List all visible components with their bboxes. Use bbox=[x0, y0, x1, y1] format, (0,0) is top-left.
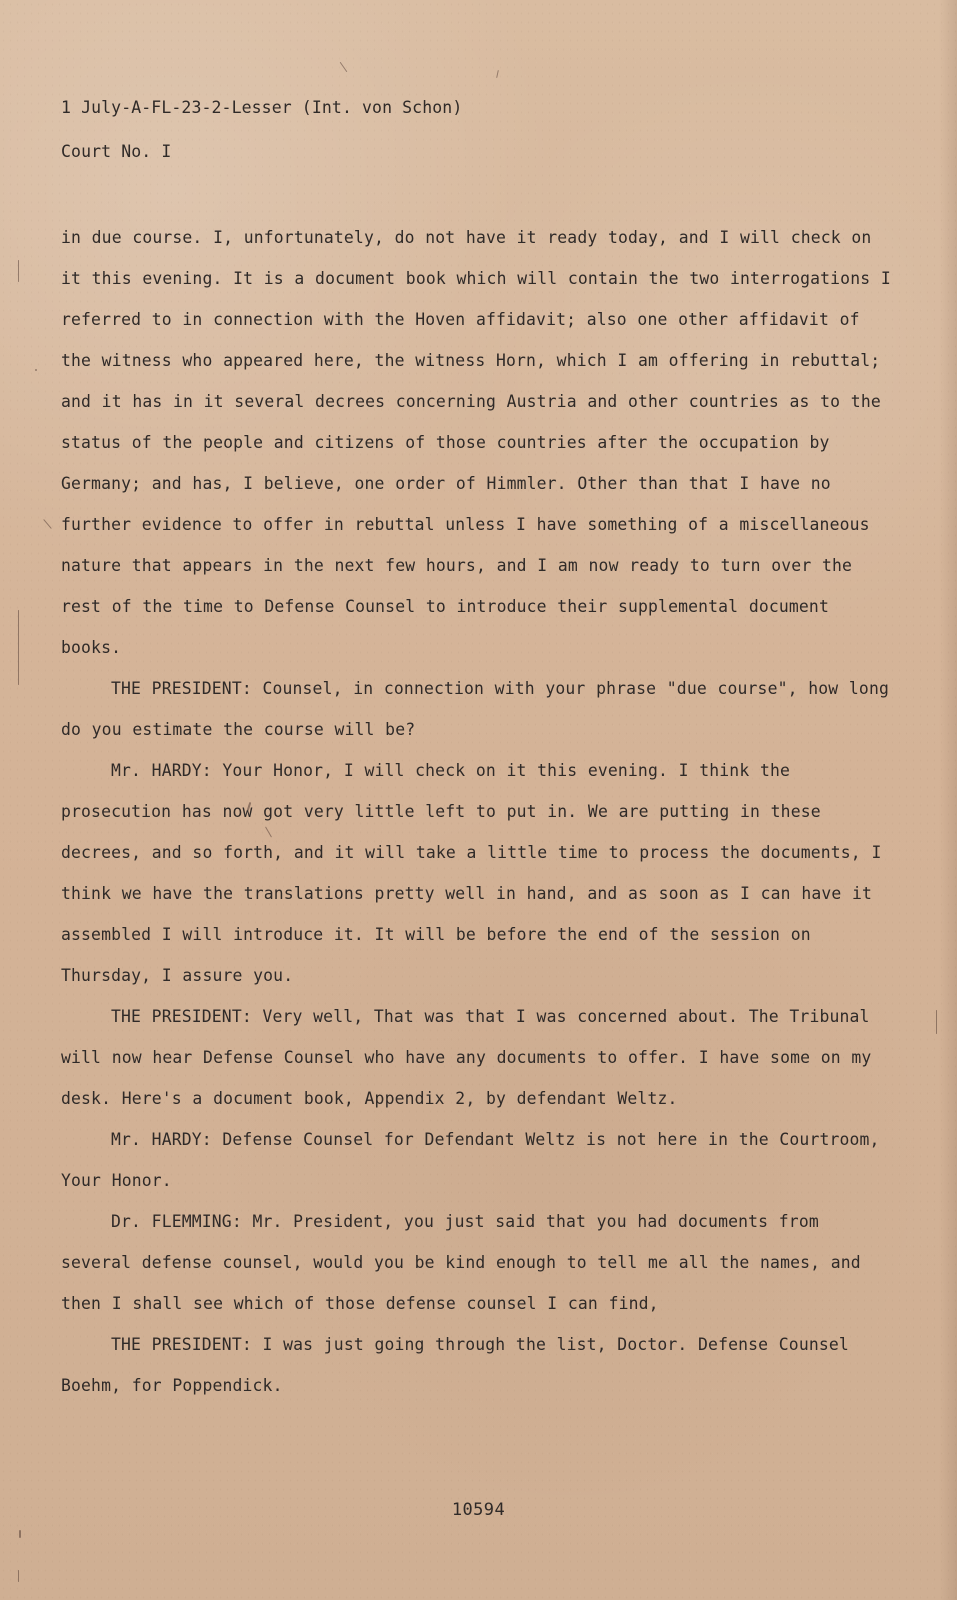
transcript-paragraph: THE PRESIDENT: I was just going through the list, Doctor. Defense Counsel Boehm, for Poppendick. bbox=[61, 1335, 849, 1395]
paper-mark bbox=[18, 1570, 19, 1582]
transcript-paragraph: Mr. HARDY: Defense Counsel for Defendant Weltz is not here in the Courtroom, Your Honor. bbox=[61, 1130, 880, 1190]
court-label: Court No. I bbox=[61, 142, 172, 161]
transcript-paragraph: THE PRESIDENT: Counsel, in connection with your phrase "due course", how long do you estimate the course will be? bbox=[61, 679, 889, 739]
transcript-paragraph: Mr. HARDY: Your Honor, I will check on it this evening. I think the prosecution has now got very little left to put in. We are putting in these decrees, and so forth, and it will take a little time to process the documents, I think we have the translations pretty well in hand, and as soon as I can have it assembled I will introduce it. It will be before the end of the session on Thursday, I assure you. bbox=[61, 761, 882, 985]
paper-mark bbox=[19, 1530, 21, 1538]
transcript-paragraph: in due course. I, unfortunately, do not have it ready today, and I will check on it this evening. It is a document book which will contain the two interrogations I referred to in connection with the Hoven affidavit; also one other affidavit of the witness who appeared here, the witness Horn, which I am offering in rebuttal; and it has in it several decrees concerning Austria and other countries as to the status of the people and citizens of those countries after the occupation by Germany; and has, I believe, one order of Himmler. Other than that I have no further evidence to offer in rebuttal unless I have something of a miscellaneous nature that appears in the next few hours, and I am now ready to turn over the rest of the time to Defense Counsel to introduce their supplemental document books. bbox=[61, 228, 891, 657]
paper-mark bbox=[496, 70, 499, 78]
paper-mark bbox=[18, 610, 19, 685]
transcript-paragraph: THE PRESIDENT: Very well, That was that I was concerned about. The Tribunal will now hear Defense Counsel who have any documents to offer. I have some on my desk. Here's a document book, Appendix 2, by defendant Weltz. bbox=[61, 1007, 872, 1108]
transcript-paragraph: Dr. FLEMMING: Mr. President, you just said that you had documents from several defense counsel, would you be kind enough to tell me all the names, and then I shall see which of those defense counsel I can find, bbox=[61, 1212, 861, 1313]
paper-mark bbox=[340, 62, 348, 72]
page-number: 10594 bbox=[451, 1500, 506, 1520]
paper-mark bbox=[35, 369, 37, 371]
paper-mark bbox=[43, 519, 51, 529]
paper-mark bbox=[18, 260, 19, 282]
document-header: 1 July-A-FL-23-2-Lesser (Int. von Schon) bbox=[61, 98, 463, 117]
paper-mark bbox=[936, 1010, 937, 1034]
transcript-body bbox=[61, 217, 896, 1406]
